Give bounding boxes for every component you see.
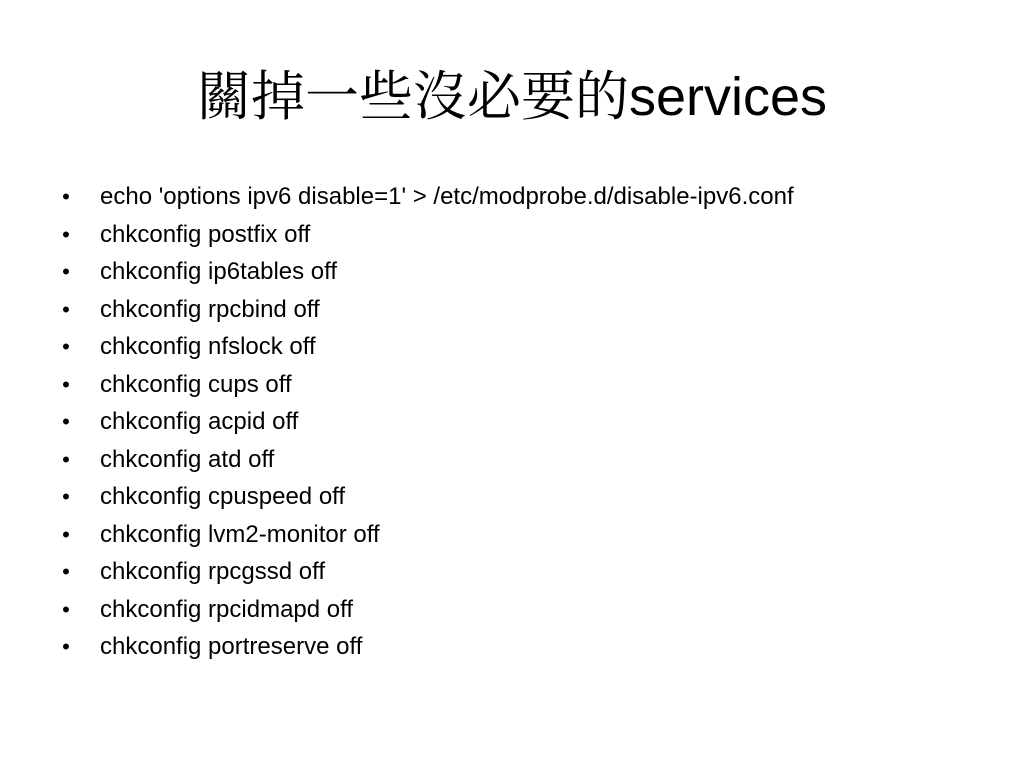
bullet-icon: • xyxy=(62,521,70,547)
bullet-text: chkconfig cpuspeed off xyxy=(100,483,346,510)
bullet-icon: • xyxy=(62,559,70,584)
bullet-text: chkconfig portreserve off xyxy=(100,633,363,660)
bullet-icon: • xyxy=(62,634,70,659)
bullet-text: chkconfig atd off xyxy=(100,445,275,473)
bullet-text: chkconfig rpcbind off xyxy=(100,295,320,323)
bullet-text: chkconfig postfix off xyxy=(100,220,311,248)
bullet-text: chkconfig nfslock off xyxy=(100,333,316,360)
bullet-icon: • xyxy=(62,296,70,322)
bullet-text: chkconfig ip6tables off xyxy=(100,258,338,285)
bullet-icon: • xyxy=(62,446,70,472)
bullet-icon: • xyxy=(62,371,70,397)
bullet-text: chkconfig rpcidmapd off xyxy=(100,595,354,623)
bullet-icon: • xyxy=(62,596,70,622)
bullet-icon: • xyxy=(62,334,70,359)
bullet-text: chkconfig lvm2-monitor off xyxy=(100,520,380,548)
bullet-text: chkconfig rpcgssd off xyxy=(100,558,326,585)
slide-title xyxy=(0,60,1024,134)
bullet-icon: • xyxy=(62,484,70,509)
bullet-text: echo 'options ipv6 disable=1' > /etc/modprobe.d/disable-ipv6.conf xyxy=(100,183,794,210)
slide-title-latin: services xyxy=(628,67,828,127)
bullet-text: chkconfig cups off xyxy=(100,370,292,398)
bullet-icon: • xyxy=(62,184,70,209)
bullet-icon: • xyxy=(62,409,70,434)
bullet-icon: • xyxy=(62,259,70,284)
bullet-icon: • xyxy=(62,221,70,247)
bullet-text: chkconfig acpid off xyxy=(100,408,299,435)
slide-title-cjk: 關掉一些沒必要的 xyxy=(196,65,629,128)
